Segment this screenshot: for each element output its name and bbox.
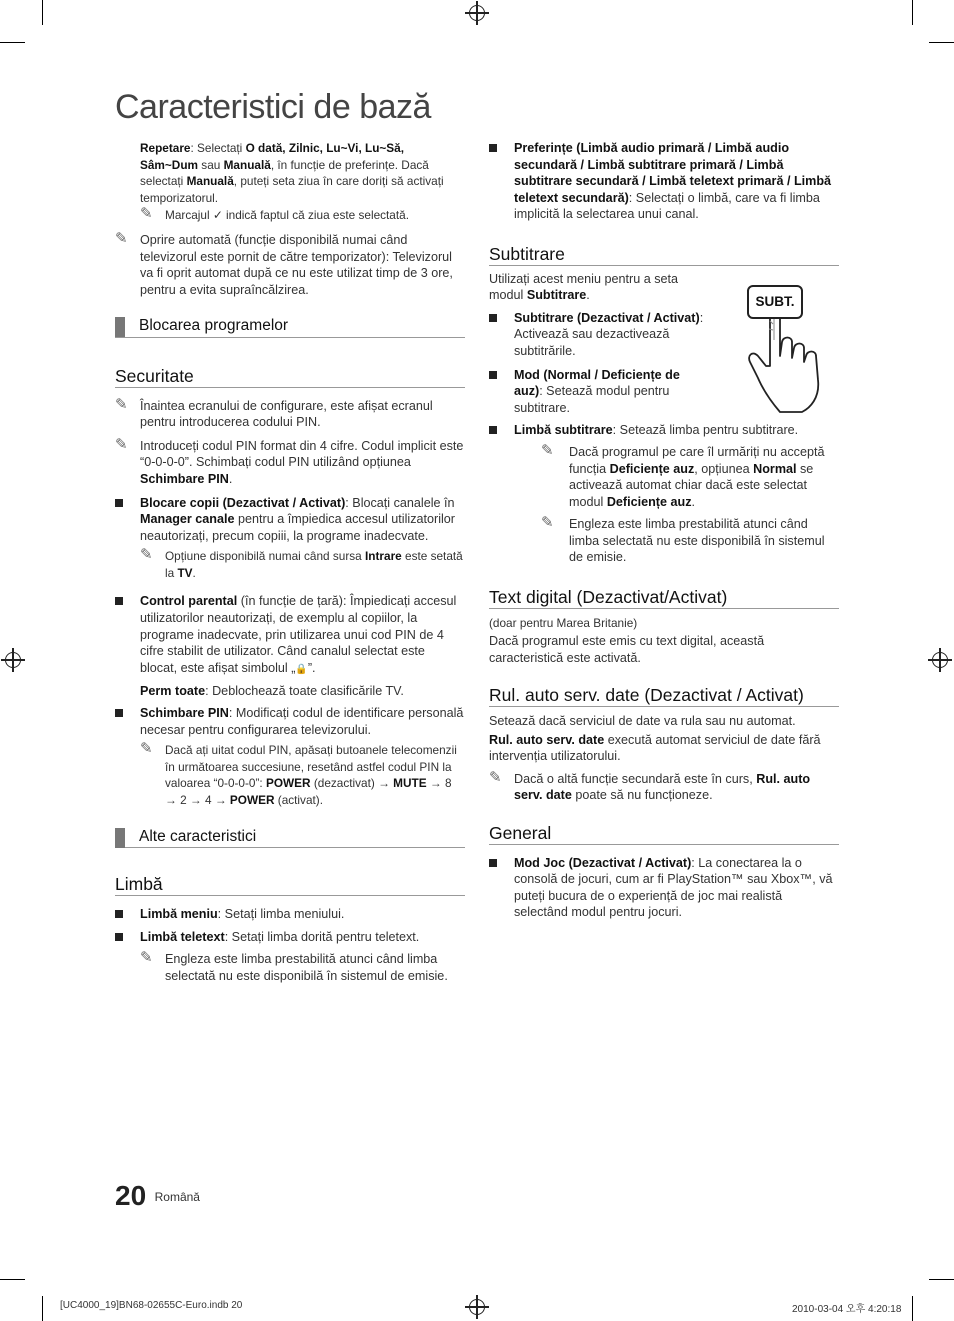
checkmark-icon: ✓ (212, 208, 223, 223)
crop-mark (912, 1296, 913, 1321)
crop-mark (0, 1279, 25, 1280)
crop-mark (912, 0, 913, 25)
limba-subtitrare-item: Limbă subtitrare: Setează limba pentru subtitrare. ✎ Dacă programul pe care îl urmăriți nu acceptă funcția Deficiențe auz, opțiunea Normal se activează automat chiar dacă este selectat modul Deficiențe auz. ✎ Engleza este limba prestabilită atunci când limba selectată nu este disponibilă în sistemul de emisie. (489, 422, 839, 566)
securitate-note-1: ✎ Înaintea ecranului de configurare, este afișat ecranul pentru introducerea codului PIN. (115, 395, 433, 430)
square-bullet-icon (489, 144, 497, 152)
text-digital-scope: (doar pentru Marea Britanie) (489, 615, 638, 630)
pencil-note-icon: ✎ (140, 546, 153, 564)
pencil-note-icon: ✎ (115, 395, 128, 413)
mod-joc-item: Mod Joc (Dezactivat / Activat): La conectarea la o consolă de jocuri, cum ar fi PlayStation™ sau Xbox™, vă puteți bucura de o experiență de joc mai realistă selectând modul pentru jocuri. (489, 855, 839, 921)
crop-mark (929, 42, 954, 43)
crop-mark (929, 1279, 954, 1280)
securitate-note-2: ✎ Introduceți codul PIN format din 4 cifre. Codul implicit este “0-0-0-0”. Schimbați codul PIN utilizând opțiunea Schimbare PIN. (115, 435, 464, 486)
pencil-note-icon: ✎ (541, 441, 554, 459)
pencil-note-icon: ✎ (115, 435, 128, 453)
limba-heading: Limbă (115, 876, 465, 896)
limba-meniu-item: Limbă meniu: Setați limba meniului. (115, 906, 465, 923)
pencil-note-icon: ✎ (140, 205, 153, 223)
heading-bar-icon (115, 828, 125, 848)
oprire-note: ✎ Oprire automată (funcție disponibilă numai când televizorul este pornit de către temporizator): Televizorul va fi oprit automat după ce nu este utilizat timp de 3 ore, pentru a evita supraîncălzirea. (115, 229, 453, 297)
rul-auto-description: Setează dacă serviciul de date va rula sau nu automat. (489, 714, 796, 729)
limba-teletext-note: ✎ Engleza este limba prestabilită atunci când limba selectată nu este disponibilă în sistemul de emisie. (140, 948, 448, 983)
schimbare-pin-note: ✎ Dacă ați uitat codul PIN, apăsați butoanele telecomenzii în următoarea succesiune, resetând astfel codul PIN la valoarea “0-0-0-0”: POWER (dezactivat) → MUTE → 8 → 2 → 4 → POWER (activat). (140, 740, 457, 807)
repetare-paragraph: Repetare: Selectați O dată, Zilnic, Lu~Vi, Lu~Să, Sâm~Dum sau Manuală, în funcție de preferințe. Dacă selectați Manuală, puteți seta ziua în care doriți să activați temporizatorul. ✎ Marcajul ✓ indică faptul că ziua este selectată. (115, 140, 465, 224)
footer-timestamp: 2010-03-04 오후 4:20:18 (792, 1304, 902, 1315)
registration-mark-icon (5, 652, 21, 668)
pencil-note-icon: ✎ (140, 948, 153, 966)
pencil-note-icon: ✎ (541, 514, 554, 532)
square-bullet-icon (489, 314, 497, 322)
perm-toate-paragraph: Perm toate: Deblochează toate clasificările TV. (140, 684, 404, 699)
limba-subtitrare-note-1: ✎ Dacă programul pe care îl urmăriți nu acceptă funcția Deficiențe auz, opțiunea Normal se activează automat chiar dacă este selectat modul Deficiențe auz. (541, 441, 825, 509)
left-column (115, 140, 465, 984)
mod-subtitrare-item: Mod (Normal / Deficiențe de auz): Setează modul pentru subtitrare. (489, 367, 694, 417)
square-bullet-icon (115, 933, 123, 941)
heading-bar-icon (115, 317, 125, 337)
alte-caracteristici-heading: Alte caracteristici (115, 829, 465, 849)
pencil-note-icon: ✎ (115, 229, 128, 247)
blocare-copii-item: Blocare copii (Dezactivat / Activat): Blocați canalele în Manager canale pentru a împiedica accesul utilizatorilor neautorizați, precum copiii, la programe inadecvate. ✎ Opțiune disponibilă numai când sursa Intrare este setată la TV. (115, 495, 465, 582)
registration-mark-icon (469, 5, 485, 21)
limba-subtitrare-note-2: ✎ Engleza este limba prestabilită atunci când limba selectată nu este disponibilă în sistemul de emisie. (541, 514, 825, 565)
crop-mark (42, 1296, 43, 1321)
square-bullet-icon (489, 371, 497, 379)
lock-icon: 🔒 (295, 663, 308, 675)
control-parental-item: Control parental (în funcție de țară): Împiedicați accesul utilizatorilor neautorizați, de exemplu al copiilor, la programe inadecvate, prin utilizarea unui cod PIN de 4 cifre stabilit de utilizator. Când canalul selectat este blocat, este afișat simbolul „🔒”. Perm toate: Deblochează toate clasificările TV. (115, 593, 465, 700)
square-bullet-icon (115, 499, 123, 507)
pencil-note-icon: ✎ (489, 768, 502, 786)
text-digital-description: Dacă programul este emis cu text digital, această caracteristică este activată. (489, 634, 765, 665)
square-bullet-icon (489, 426, 497, 434)
text-digital-heading: Text digital (Dezactivat/Activat) (489, 589, 839, 609)
registration-mark-icon (469, 1299, 485, 1315)
subtitrare-intro: Utilizați acest meniu pentru a seta modul Subtitrare. (489, 271, 678, 303)
crop-mark (42, 0, 43, 25)
registration-mark-icon (932, 652, 948, 668)
square-bullet-icon (115, 709, 123, 717)
pencil-note-icon: ✎ (140, 740, 153, 758)
blocarea-programelor-heading: Blocarea programelor (115, 318, 465, 338)
blocare-copii-note: ✎ Opțiune disponibilă numai când sursa Intrare este setată la TV. (140, 546, 463, 580)
limba-teletext-item: Limbă teletext: Setați limba dorită pentru teletext. ✎ Engleza este limba prestabilită atunci când limba selectată nu este disponibilă în sistemul de emisie. (115, 929, 465, 984)
preferinte-item: Preferințe (Limbă audio primară / Limbă audio secundară / Limbă subtitrare primară / Limbă subtitrare secundară / Limbă teletext primară / Limbă teletext secundară): Selectați o limbă, care va fi limba implicită la selectarea unui canal. (489, 140, 839, 223)
footer-file-info: [UC4000_19]BN68-02655C-Euro.indb 20 (60, 1300, 243, 1311)
securitate-heading: Securitate (115, 368, 465, 388)
subt-button: SUBT. (747, 285, 803, 319)
rul-auto-heading: Rul. auto serv. date (Dezactivat / Activat) (489, 687, 839, 707)
general-heading: General (489, 825, 839, 845)
rul-auto-note: ✎ Dacă o altă funcție secundară este în curs, Rul. auto serv. date poate să nu funcționeze. (489, 768, 811, 803)
right-column (489, 140, 839, 921)
page-title: Caracteristici de bază (115, 88, 431, 126)
crop-mark (0, 42, 25, 43)
subtitrare-heading: Subtitrare (489, 246, 839, 266)
square-bullet-icon (115, 910, 123, 918)
square-bullet-icon (115, 597, 123, 605)
subtitrare-activat-item: Subtitrare (Dezactivat / Activat): Activează sau dezactivează subtitrările. (489, 310, 714, 360)
rul-auto-detail: Rul. auto serv. date execută automat serviciul de date fără intervenția utilizatorului. (489, 732, 821, 764)
schimbare-pin-item: Schimbare PIN: Modificați codul de identificare personală necesar pentru configurarea televizorului. ✎ Dacă ați uitat codul PIN, apăsați butoanele telecomenzii în următoarea succesiune, resetând astfel codul PIN la valoarea “0-0-0-0”: POWER (dezactivat) → MUTE → 8 → 2 → 4 → POWER (activat). (115, 705, 465, 809)
square-bullet-icon (489, 859, 497, 867)
page-number: 20 $^{Română}$ (115, 1180, 200, 1211)
language-label: Română (154, 1190, 200, 1204)
marcajul-note: ✎ Marcajul ✓ indică faptul că ziua este selectată. (140, 205, 409, 223)
